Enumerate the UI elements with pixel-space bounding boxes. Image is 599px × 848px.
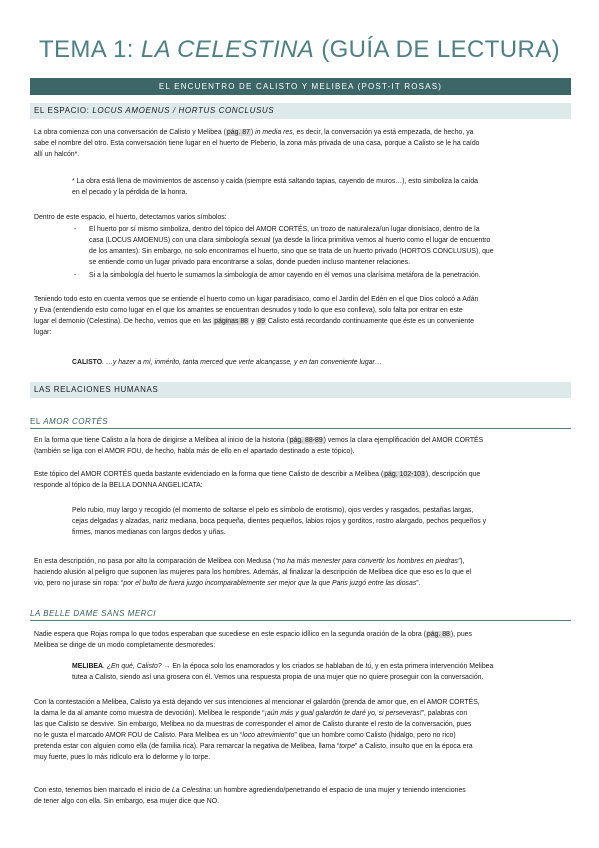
italic-text: . ¿En qué, Calisto?: [103, 663, 164, 670]
text-line: [34, 785, 567, 796]
italic-text: por el bulto de fuera juzgo incomparablemente ser mejor que la que Paris juzgó entre las diosas: [123, 580, 417, 587]
text-span: , y en esta primera intervención Melibea: [371, 663, 494, 670]
text-span: ): [250, 129, 256, 136]
text-line: en el pecado y la pérdida de la honra.: [72, 189, 188, 196]
text-span: pretenda estar con alguien como ella (de familia rica). Para remarcar la negativa de Melibea, llama “: [34, 743, 340, 750]
page-ref: 89: [257, 318, 265, 325]
text-line: Teniendo todo esto en cuenta vemos que se entiende el huerto como un lugar paradisiaco, como el Jardín del Edén en el que Dios colocó a Adán: [34, 296, 479, 303]
text-line: El huerto por sí mismo simboliza, dentro del tópico del AMOR CORTÉS, un trozo de naturaleza/un lugar dionisíaco, dentro de la: [89, 226, 480, 233]
text-line: cejas delgadas y alzadas, nariz mediana, boca pequeña, dientes pequeños, labios rojos y gorditos, rostro alargado, pechos pequeños y: [72, 518, 487, 525]
text-line: [34, 316, 567, 327]
text-line: [34, 708, 567, 719]
text-line: [34, 469, 567, 480]
text-span: : un hombre agrediendo/penetrando el espacio de una mujer y teniendo intenciones: [210, 787, 466, 794]
italic-text: torpe: [339, 743, 355, 750]
italic-text: in media res: [255, 129, 293, 136]
text-span: ),: [460, 558, 465, 565]
text-span: Con esto, tenemos bien marcado el inicio de: [34, 787, 172, 794]
text-line: [34, 629, 567, 640]
text-line: haciendo alusión al peligro que suponen las mujeres para los hombres. Además, al finalizar la descripción de Melibea dice que eso es lo que el: [34, 569, 472, 576]
text-line: de tener algo con ella. Sin embargo, esa mujer dice que NO.: [34, 798, 220, 805]
text-line: allí un halcón*.: [34, 151, 80, 158]
text-span: ”.: [416, 580, 421, 587]
speaker-name: CALISTO: [72, 359, 103, 366]
text-line: las que Calisto se desvive. Sin embargo, Melibea no da muestras de corresponder el amor de Calisto durante el resto de la conversación, pues: [34, 721, 472, 728]
text-line: sabe el nombre del otro. Esta conversación tiene lugar en el huerto de Pleberio, la zona más privada de una casa, porque a Calisto se le ha caído: [34, 140, 480, 147]
italic-text: La Celestina: [171, 787, 211, 794]
section-label-italic: LOCUS AMOENUS / HORTUS CONCLUSUS: [92, 106, 275, 115]
text-line: Melibea se dirige de un modo completamente desmoredes:: [34, 642, 216, 649]
italic-text: “no ha más menester para convertir los hombres en piedras”: [275, 558, 461, 565]
text-span: ), pues: [450, 631, 472, 638]
page-ref: pág. 88-89: [289, 437, 323, 444]
text-line: firmes, manos medianas con largos dedos y uñas.: [72, 529, 226, 536]
paragraph-amor-cortes: [34, 435, 567, 457]
title-prefix: TEMA 1:: [38, 36, 141, 63]
paragraph-conclusion: [34, 785, 567, 807]
subheading-amor-cortes: [30, 417, 571, 429]
section-header-relaciones: [30, 382, 571, 398]
page-ref: pág. 87: [226, 129, 250, 136]
text-line: y Eva (entendiendo esto como lugar en el que los amantes se encuentran desnudos y todo lo que eso conlleva), solo falta por entrar en este: [34, 307, 463, 314]
quote-calisto: [72, 357, 567, 368]
text-line: tutea a Calisto, siendo así una grosera con él. Vemos una respuesta propia de una mujer que no quiere proseguir con la conversación.: [72, 674, 484, 681]
text-line: [72, 661, 567, 672]
text-line: [34, 127, 567, 138]
text-span: Nadie espera que Rojas rompa lo que todos esperaban que sucediese en este espacio idílico en la segunda oración de la obra (: [34, 631, 426, 638]
text-span: ” que un hombre como Calisto (hidalgo, pero no rico): [294, 732, 456, 739]
text-span: EL: [30, 417, 44, 426]
text-span: la dama le da al amante como muestra de devoción). Melibea le responde “: [34, 710, 265, 717]
section-label: EL ESPACIO:: [34, 106, 93, 115]
text-span: Calisto está recordando continuamente que éste es un conveniente: [265, 318, 474, 325]
text-span: no le gusta el marcado AMOR FOU de Calisto. Para Melibea es un “: [34, 732, 243, 739]
page-title: [0, 36, 599, 64]
text-line: (también se liga con el AMOR FOU, de hecho, habla más de ello en el apartado destinado a este tópico).: [34, 448, 355, 455]
italic-text: loco atrevimiento: [242, 732, 295, 739]
italic-text: . …y hazer a mí, inmérito, tanta merced que verte alcançasse, y en tan conveniente lugar…: [102, 359, 382, 366]
quote-descripcion: [72, 505, 567, 538]
text-line: muy fuerte, pues lo más ridículo era lo deforme y lo torpe.: [34, 754, 211, 761]
italic-text: AMOR CORTÉS: [43, 417, 109, 426]
text-span: ”, palabras con: [421, 710, 468, 717]
text-line: [34, 730, 567, 741]
footnote: [72, 176, 567, 198]
text-line: Si a la simbología del huerto le sumamos la simbología de amor cayendo en él vemos una clarísima metáfora de la penetración.: [89, 272, 481, 279]
page-ref: pág. 102-103: [384, 471, 425, 478]
section-banner: EL ENCUENTRO DE CALISTO Y MELIBEA (POST-IT ROSAS): [30, 78, 571, 95]
page-ref: pág. 88: [426, 631, 450, 638]
text-span: y: [248, 318, 257, 325]
text-span: En la forma que tiene Calisto a la hora de dirigirse a Melibea al inicio de la historia (: [34, 437, 289, 444]
italic-text: ¡aún más y gual galardón te daré yo, si perseveras!: [264, 710, 422, 717]
text-line: [34, 435, 567, 446]
text-line: [72, 357, 567, 368]
text-line: casa (LOCUS AMOENUS) con una clara simbología sexual (ya desde la lírica primitiva vemos al huerto como el lugar de encuentro: [89, 237, 491, 244]
text-span: LAS RELACIONES HUMANAS: [34, 385, 159, 394]
text-span: ), descripción que: [425, 471, 481, 478]
bullet-item-metafora: [89, 270, 567, 281]
text-line: se entiende como un lugar privado para encontrarse a solas, donde pueden incluso mantener relaciones.: [89, 259, 411, 266]
paragraph-bella-donna: [34, 469, 567, 491]
paragraph-simbolos: [34, 212, 567, 223]
page-ref: páginas 88: [214, 318, 248, 325]
text-line: [34, 556, 567, 567]
text-line: lugar:: [34, 329, 52, 336]
paragraph-galardon: [34, 697, 567, 763]
title-suffix: (GUÍA DE LECTURA): [314, 36, 561, 63]
text-span: lugar el demonio (Celestina). De hecho, vemos que en las: [34, 318, 214, 325]
text-line: de los amantes). Sin embargo, no solo encontramos el huerto, sino que se trata de un huerto privado (HORTOS CONCLUSUS), que: [89, 248, 494, 255]
quote-melibea: [72, 661, 567, 683]
bullet-item-huerto: [89, 224, 567, 268]
paragraph-paraiso: [34, 294, 567, 338]
text-line: Pelo rubio, muy largo y recogido (el momento de soltarse el pelo es símbolo de erotismo), ojos verdes y rasgados, pestañas largas,: [72, 507, 474, 514]
speaker-name: MELIBEA: [72, 663, 104, 670]
section-header-espacio: [30, 103, 571, 119]
italic-text: LA BELLE DAME SANS MERCI: [30, 609, 156, 618]
text-span: ) vemos la clara ejemplificación del AMOR CORTÉS: [323, 437, 484, 444]
paragraph-medusa: [34, 556, 567, 589]
text-span: , es decir, la conversación ya está empezada, de hecho, ya: [292, 129, 474, 136]
text-span: ” a Calisto, insulto que en la época era: [354, 743, 473, 750]
paragraph-ruptura: [34, 629, 567, 651]
text-line: responde al tópico de la BELLA DONNA ANGELICATA:: [34, 482, 203, 489]
text-line: [34, 578, 567, 589]
title-italic: LA CELESTINA: [140, 36, 315, 63]
italic-text: tú: [365, 663, 372, 670]
text-span: vio, pero no jurase sin ropa: “: [34, 580, 124, 587]
text-line: [34, 741, 567, 752]
bullet-mark: -: [74, 272, 77, 279]
text-line: * La obra está llena de movimientos de ascenso y caída (siempre está saltando tapias, cayendo de muros…), esto simboliza la caída: [72, 178, 478, 185]
text-span: Este tópico del AMOR CORTÉS queda bastante evidenciado en la forma que tiene Calisto de describir a Melibea (: [34, 471, 384, 478]
text-span: En esta descripción, no pasa por alto la comparación de Melibea con Medusa (: [34, 558, 276, 565]
text-span: La obra comienza con una conversación de Calisto y Melibea (: [34, 129, 226, 136]
subheading-belle-dame: [30, 609, 571, 621]
bullet-mark: -: [74, 226, 77, 233]
text-span: → En la época solo los enamorados y los criados se hablaban de: [163, 663, 366, 670]
text-line: Dentro de este espacio, el huerto, detectamos varios símbolos:: [34, 214, 227, 221]
text-line: Con la contestación a Melibea, Calisto ya está dejando ver sus intenciones al mencionar el galardón (prenda de amor que, en el AMOR CORTÉS,: [34, 699, 480, 706]
paragraph-intro: [34, 127, 567, 160]
